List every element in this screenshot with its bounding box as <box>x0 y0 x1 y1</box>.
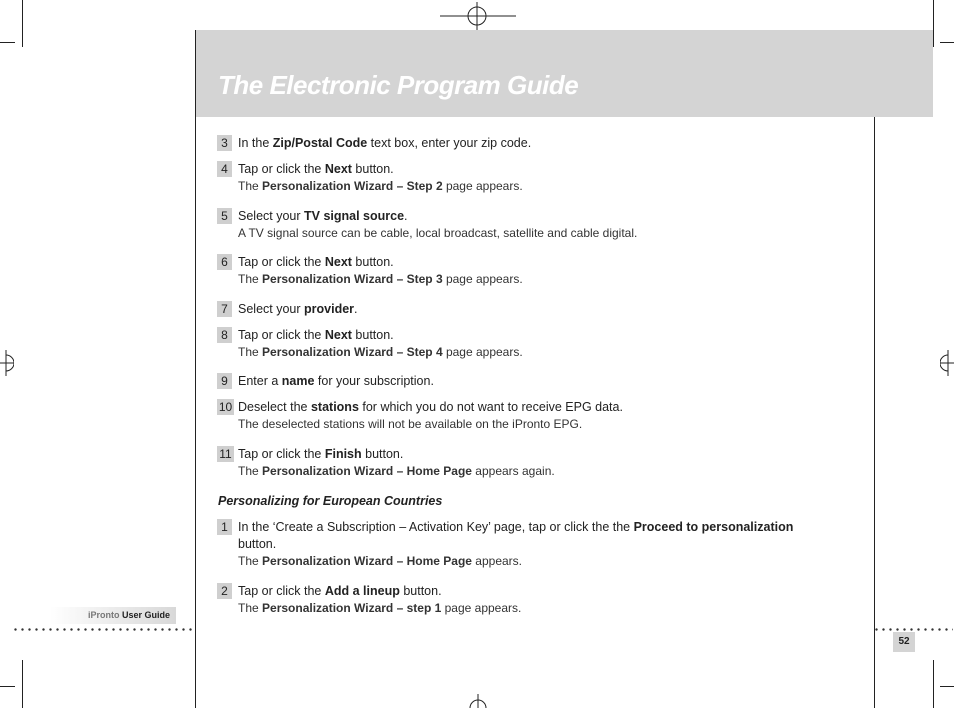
registration-mark-right <box>940 350 954 376</box>
text-run: Tap or click the <box>238 328 325 342</box>
bold-term: Personalization Wizard – Step 2 <box>262 179 443 193</box>
text-run: The <box>238 554 263 568</box>
text-run: button. <box>351 162 394 176</box>
bold-term: provider <box>304 302 355 316</box>
text-run: button. <box>361 447 404 461</box>
step-instruction <box>238 399 623 415</box>
page-title: The Electronic Program Guide <box>218 70 579 100</box>
step-instruction-continued: button. <box>238 537 277 551</box>
step-number: 6 <box>217 254 232 270</box>
step-instruction <box>238 254 394 270</box>
bold-term: Personalization Wizard – Home Page <box>262 554 472 568</box>
step-result-note <box>238 271 523 287</box>
step-result-note: The deselected stations will not be available on the iPronto EPG. <box>238 417 583 431</box>
step-instruction <box>238 583 442 599</box>
text-run: Select your <box>238 302 305 316</box>
text-run: The <box>238 272 263 286</box>
bold-term: Personalization Wizard – Home Page <box>262 464 472 478</box>
text-run: text box, enter your zip code. <box>367 136 532 150</box>
bold-term: Proceed to personalization <box>633 520 794 534</box>
text-run: The <box>238 601 263 615</box>
footer-brand: iPronto <box>88 610 120 620</box>
step-instruction <box>238 519 793 535</box>
text-run: The <box>238 179 263 193</box>
registration-mark-top <box>440 2 516 30</box>
step-instruction <box>238 135 531 151</box>
crop-mark <box>940 42 954 43</box>
step-instruction <box>238 327 394 343</box>
crop-mark <box>933 660 934 708</box>
text-run: Tap or click the <box>238 255 325 269</box>
text-run: In the ‘Create a Subscription – Activation Key’ page, tap or click the the <box>238 520 634 534</box>
text-run: appears. <box>471 554 523 568</box>
step-instruction <box>238 161 394 177</box>
step-number: 9 <box>217 373 232 389</box>
bold-term: Next <box>324 255 352 269</box>
text-run: Tap or click the <box>238 162 325 176</box>
text-run: The <box>238 345 263 359</box>
bold-term: stations <box>310 400 359 414</box>
step-result-note <box>238 463 555 479</box>
bold-term: Zip/Postal Code <box>272 136 368 150</box>
bold-term: Personalization Wizard – Step 4 <box>262 345 443 359</box>
step-number: 8 <box>217 327 232 343</box>
bold-term: TV signal source <box>304 209 405 223</box>
footer-dots-left <box>12 628 194 631</box>
step-instruction <box>238 446 403 462</box>
bold-term: Personalization Wizard – Step 3 <box>262 272 443 286</box>
step-number: 10 <box>218 400 233 414</box>
footer-dots-right <box>873 628 953 631</box>
text-run: Enter a <box>238 374 282 388</box>
step-number: 11 <box>217 446 234 462</box>
text-run: button. <box>399 584 442 598</box>
bold-term: Next <box>324 328 352 342</box>
bold-term: Personalization Wizard – step 1 <box>262 601 442 615</box>
step-result-note <box>238 553 522 569</box>
crop-mark <box>0 42 15 43</box>
step-result-note <box>238 178 523 194</box>
text-run: button. <box>351 328 394 342</box>
crop-mark <box>22 0 23 47</box>
text-run: Tap or click the <box>238 584 325 598</box>
text-run: Tap or click the <box>238 447 325 461</box>
text-run: In the <box>238 136 273 150</box>
step-number: 1 <box>217 519 232 535</box>
text-run: for which you do not want to receive EPG data. <box>358 400 623 414</box>
page-left-border <box>195 30 196 708</box>
step-result-note <box>238 344 523 360</box>
text-run: for your subscription. <box>314 374 434 388</box>
bold-term: Add a lineup <box>324 584 400 598</box>
text-run: button. <box>351 255 394 269</box>
text-run: Deselect the <box>238 400 311 414</box>
step-result-note <box>238 600 521 616</box>
step-instruction <box>238 301 358 317</box>
registration-mark-bottom <box>466 694 490 708</box>
footer-label <box>88 610 170 620</box>
page-right-border <box>874 117 875 708</box>
registration-mark-left <box>0 350 14 376</box>
text-run: page appears. <box>442 272 523 286</box>
step-number: 5 <box>217 208 232 224</box>
bold-term: name <box>281 374 315 388</box>
text-run: Select your <box>238 209 305 223</box>
text-run: appears again. <box>471 464 555 478</box>
text-run: The <box>238 464 263 478</box>
crop-mark <box>22 660 23 708</box>
step-number: 7 <box>217 301 232 317</box>
text-run: page appears. <box>442 345 523 359</box>
footer-guide: User Guide <box>122 610 171 620</box>
text-run: . <box>354 302 358 316</box>
crop-mark <box>940 686 954 687</box>
crop-mark <box>0 686 15 687</box>
text-run: . <box>404 209 408 223</box>
crop-mark <box>933 0 934 47</box>
step-number: 4 <box>217 161 232 177</box>
bold-term: Finish <box>324 447 362 461</box>
text-run: page appears. <box>442 179 523 193</box>
step-instruction <box>238 373 434 389</box>
bold-term: Next <box>324 162 352 176</box>
step-number: 2 <box>217 583 232 599</box>
text-run: page appears. <box>441 601 522 615</box>
step-number: 3 <box>217 135 232 151</box>
step-instruction <box>238 208 408 224</box>
page-number: 52 <box>898 636 910 647</box>
step-result-note: A TV signal source can be cable, local broadcast, satellite and cable digital. <box>238 226 638 240</box>
section-heading: Personalizing for European Countries <box>218 494 443 508</box>
